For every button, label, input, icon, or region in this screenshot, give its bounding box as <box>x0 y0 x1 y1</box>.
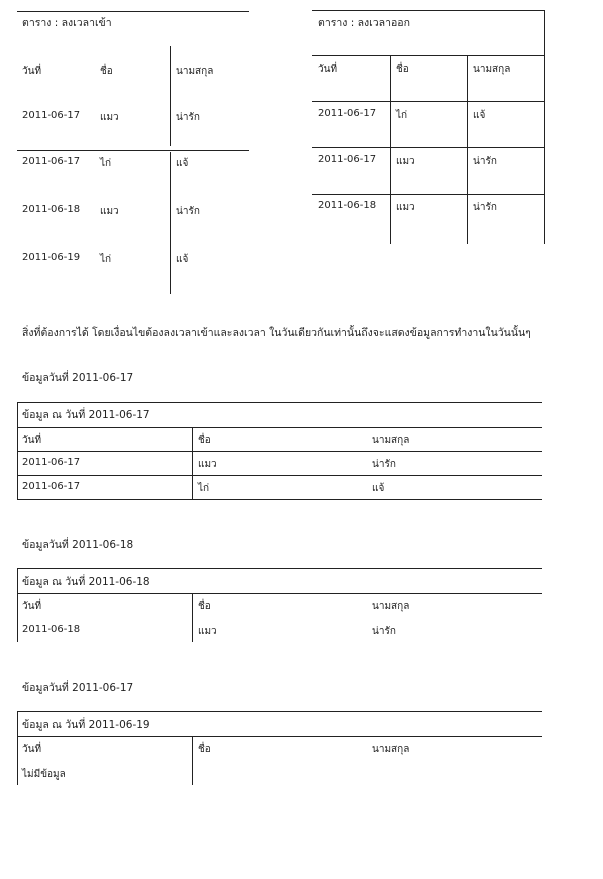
table-border <box>17 402 18 500</box>
checkout-table-title: ตาราง : ลงเวลาออก <box>318 17 410 29</box>
header-name: ชื่อ <box>198 744 211 755</box>
section-table-title: ข้อมูล ณ วันที่ 2011-06-17 <box>22 409 150 421</box>
cell-name: ไก่ <box>396 110 408 121</box>
row-divider <box>312 147 545 148</box>
empty-message: ไม่มีข้อมูล <box>22 769 66 780</box>
cell-surname: แจ้ <box>372 483 385 494</box>
column-divider <box>467 55 468 244</box>
row-divider <box>17 736 542 737</box>
section-table-title: ข้อมูล ณ วันที่ 2011-06-19 <box>22 719 150 731</box>
header-name: ชื่อ <box>396 64 409 75</box>
cell-name: แมว <box>396 156 415 167</box>
cell-surname: น่ารัก <box>176 112 200 123</box>
header-surname: นามสกุล <box>372 744 410 755</box>
row-divider <box>17 593 542 594</box>
table-border <box>544 10 545 244</box>
header-surname: นามสกุล <box>473 64 511 75</box>
cell-surname: น่ารัก <box>372 459 396 470</box>
row-divider <box>17 499 542 500</box>
cell-date: 2011-06-18 <box>318 200 377 211</box>
column-divider <box>192 736 193 785</box>
table-border <box>17 568 18 642</box>
column-divider <box>170 152 171 294</box>
cell-date: 2011-06-18 <box>22 204 81 215</box>
table-border <box>312 10 545 11</box>
section-heading: ข้อมูลวันที่ 2011-06-18 <box>22 539 134 551</box>
section-heading: ข้อมูลวันที่ 2011-06-17 <box>22 372 134 384</box>
row-divider <box>312 194 545 195</box>
header-date: วันที่ <box>22 435 42 446</box>
header-name: ชื่อ <box>100 66 113 77</box>
cell-name: แมว <box>198 626 217 637</box>
cell-name: แมว <box>100 206 119 217</box>
cell-surname: น่ารัก <box>473 156 497 167</box>
section-table-title: ข้อมูล ณ วันที่ 2011-06-18 <box>22 576 150 588</box>
header-date: วันที่ <box>22 744 42 755</box>
cell-name: แมว <box>198 459 217 470</box>
cell-date: 2011-06-17 <box>318 154 377 165</box>
row-divider <box>17 451 542 452</box>
cell-surname: น่ารัก <box>473 202 497 213</box>
column-divider <box>192 593 193 642</box>
cell-date: 2011-06-17 <box>22 110 81 121</box>
cell-surname: แจ้ <box>176 254 189 265</box>
header-surname: นามสกุล <box>372 601 410 612</box>
row-divider <box>17 475 542 476</box>
table-border <box>17 402 542 403</box>
column-divider <box>192 427 193 500</box>
table-border <box>17 11 249 12</box>
table-border <box>17 711 542 712</box>
row-divider <box>17 427 542 428</box>
row-divider <box>17 150 249 151</box>
cell-surname: น่ารัก <box>372 626 396 637</box>
cell-date: 2011-06-19 <box>22 252 81 263</box>
cell-date: 2011-06-17 <box>22 481 81 492</box>
column-divider <box>390 55 391 244</box>
table-border <box>17 711 18 785</box>
section-heading: ข้อมูลวันที่ 2011-06-17 <box>22 682 134 694</box>
header-date: วันที่ <box>22 66 42 77</box>
cell-surname: แจ้ <box>473 110 486 121</box>
cell-name: ไก่ <box>198 483 210 494</box>
cell-name: ไก่ <box>100 158 112 169</box>
row-divider <box>312 55 545 56</box>
header-surname: นามสกุล <box>372 435 410 446</box>
header-date: วันที่ <box>318 64 338 75</box>
cell-surname: แจ้ <box>176 158 189 169</box>
table-border <box>17 568 542 569</box>
header-name: ชื่อ <box>198 435 211 446</box>
cell-name: แมว <box>100 112 119 123</box>
cell-name: แมว <box>396 202 415 213</box>
cell-date: 2011-06-17 <box>22 156 81 167</box>
header-date: วันที่ <box>22 601 42 612</box>
header-surname: นามสกุล <box>176 66 214 77</box>
header-name: ชื่อ <box>198 601 211 612</box>
cell-date: 2011-06-18 <box>22 624 81 635</box>
checkin-table-title: ตาราง : ลงเวลาเข้า <box>22 17 112 29</box>
row-divider <box>312 101 545 102</box>
cell-surname: น่ารัก <box>176 206 200 217</box>
cell-date: 2011-06-17 <box>318 108 377 119</box>
cell-date: 2011-06-17 <box>22 457 81 468</box>
cell-name: ไก่ <box>100 254 112 265</box>
requirement-text: สิ่งที่ต้องการได้ โดยเงื่อนไขต้องลงเวลาเข้าและลงเวลา ในวันเดียวกันเท่านั้นถึงจะแสดงข้อมูลการทำงานในวันนั้นๆ <box>22 327 531 339</box>
column-divider <box>170 46 171 146</box>
